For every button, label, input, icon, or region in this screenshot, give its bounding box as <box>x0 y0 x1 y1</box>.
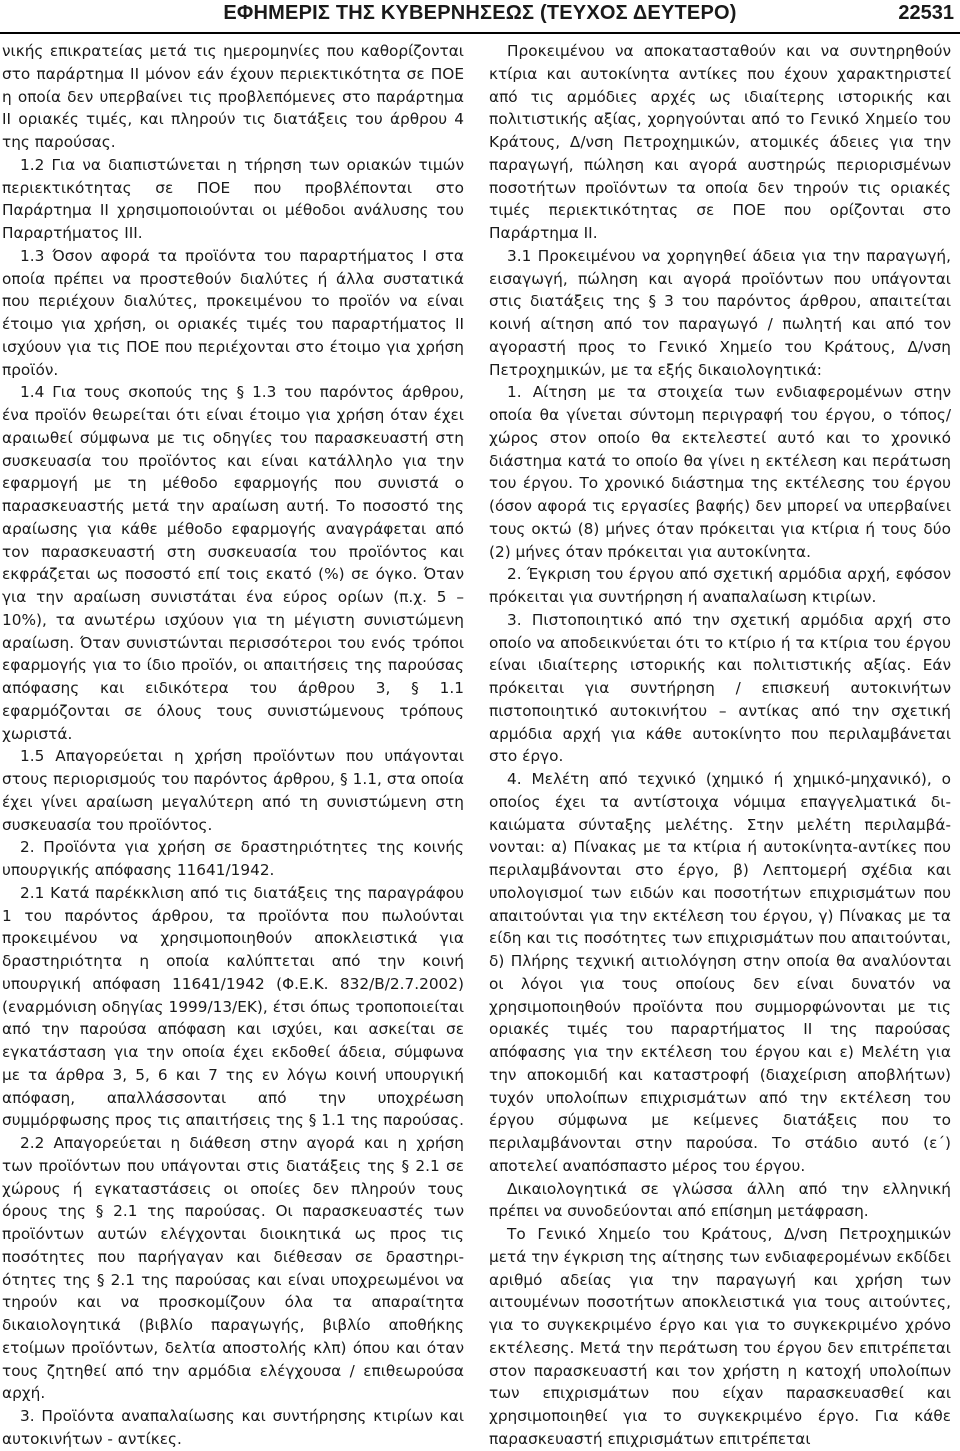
paragraph: Προκειμένου να αποκατασταθούν και να συντηρηθούν κτίρια και αυτοκίνητα αντίκες που έχουν χαρακτηριστεί από τις αρμόδιες αρχές ως ιδιαίτερης ιστορικής και πολιτιστικής αξίας, χορηγούνται από το Γενικό Χημείο του Κράτους, Δ/νση Πετροχημικών, ατομικές άδειες για την παραγωγή, πώληση και αγορά αυστηρώς περιορισμένων ποσοτήτων προϊόντων τα οποία δεν τηρούν τις οριακές τιμές περιεκτικότητας σε ΠΟΕ που ορίζονται στο Παράρτημα ΙΙ. <box>489 42 951 242</box>
paragraph: Δικαιολογητικά σε γλώσσα άλλη από την ελληνική πρέπει να συνοδεύονται από επίσημη μετάφραση. <box>489 1179 951 1221</box>
paragraph: 1. Αίτηση με τα στοιχεία των ενδιαφερομένων στην οποία θα γίνεται σύντομη περιγραφή του έργου, ο τόπος/χώρος στον οποίο θα εκτελεστεί αυτό και το χρονικό διάστημα κατά το οποίο θα γίνει η εκτέλεση και περάτωση του έργου. Το χρονικό διάστημα της εκτέλεσης του έργου (όσον αφορά τις εργασίες βαφής) δεν μπορεί να υπερβαίνει τους οκτώ (8) μήνες όταν πρόκειται για κτίρια ή τους δύο (2) μήνες όταν πρόκειται για αυτοκίνητα. <box>489 383 951 561</box>
paragraph: 3.1 Προκειμένου να χορηγηθεί άδεια για την παραγωγή, εισαγωγή, πώληση και αγορά προϊόντων που υπάγονται στις διατάξεις της § 3 του παρόντος άρθρου, απαιτείται κοινή αίτηση από τον παραγωγό / πωλητή και από τον αγοραστή προς το Γενικό Χημείο του Κράτους, Δ/νση Πετροχημικών, με τα εξής δικαιολογητικά: <box>489 246 951 379</box>
paragraph: 2. Προϊόντα για χρήση σε δραστηριότητες της κοινής υπουργικής απόφασης 11641/1942. <box>2 838 464 879</box>
paragraph: 1.4 Για τους σκοπούς της § 1.3 του παρόντος άρθρου, ένα προϊόν θεωρείται ότι είναι έτοιμο για χρήση όταν έχει αραιωθεί σύμφωνα με τις οδηγίες του παρασκευαστή στη συσκευασία του προϊόντος και είναι κατάλληλο για την εφαρμογή με τη μέθοδο εφαρμογής που συνιστά ο παρασκευαστής μετά την αραίωση αυτή. Το ποσοστό της αραίωσης για κάθε μέθοδο εφαρμογής αναγράφεται από τον παρασκευαστή στη συσκευασία του προϊόντος και εκφράζεται ως ποσοστό επί τοις εκατό (%) σε όγκο. Όταν για την αραίωση συνιστάται ένα εύρος ορίων (π.χ. 5 – 10%), τα ανωτέρω ισχύουν για τη μέγιστη συνιστώμενη αραίωση. Όταν συνιστώνται περισσότεροι του ενός τρόποι εφαρμογής για το ίδιο προϊόν, οι απαιτήσεις της παρούσας απόφασης και ειδικότερα του άρθρου 3, § 1.1 εφαρμόζονται σε όλους τους συνιστώμενους τρόπους χωριστά. <box>2 383 464 743</box>
paragraph: 1.5 Απαγορεύεται η χρήση προϊόντων που υπάγονται στους περιορισμούς του παρόντος άρθρου, § 1.1, στα οποία έχει γίνει αραίωση μεγαλύτερη από τη συνιστώμενη στη συσκευασία του προϊόντος. <box>2 747 464 834</box>
paragraph: 4. Μελέτη από τεχνικό (χημικό ή χημικό-μηχανικό), ο οποίος έχει τα αντίστοιχα νόμιμα επαγγελματικά δικαιώματα σύνταξης μελέτης. Στην μελέτη περιλαμβάνονται: α) Πίνακας με τα κτίρια ή αυτοκίνητα-αντίκες που περιλαμβάνονται στο έργο, β) Λεπτομερή σχέδια και υπολογισμοί των ειδών και ποσοτήτων επιχρισμάτων που απαιτούνται για την εκτέλεση του έργου, γ) Πίνακας με τα είδη και τις ποσότητες των επιχρισμάτων που απαιτούνται, δ) Πλήρης τεχνική αιτιολόγηση στην οποία θα αναλύονται οι λόγοι για τους οποίους δεν είναι δυνατόν να χρησιμοποιηθούν προϊόντα που συμμορφώνονται με τις οριακές τιμές του παραρτήματος ΙΙ της παρούσας απόφασης για την εκτέλεση του έργου και ε) Μελέτη για την αποκομιδή και καταστροφή (διαχείριση αποβλήτων) τυχόν υπολοίπων επιχρισμάτων από την εκτέλεση του έργου σύμφωνα με κείμενες διατάξεις που το περιλαμβάνονται στην παρούσα. Το στάδιο αυτό (ε΄) αποτελεί αναπόσπαστο μέρος του έργου. <box>489 770 951 1175</box>
paragraph: 1.3 Όσον αφορά τα προϊόντα του παραρτήματος Ι στα οποία πρέπει να προστεθούν διαλύτες ή άλλα συστατικά που περιέχουν διαλύτες, προκειμένου το προϊόν να είναι έτοιμο για χρήση, οι οριακές τιμές του παραρτήματος ΙΙ ισχύουν για τις ΠΟΕ που περιέχονται στο έτοιμο για χρήση προϊόν. <box>2 246 464 379</box>
header-rule <box>0 32 960 34</box>
paragraph: 3. Πιστοποιητικό από την σχετική αρμόδια αρχή στο οποίο να αποδεικνύεται ότι το κτίριο ή τα κτίρια του έργου είναι ιδιαίτερης ιστορικής και πολιτιστικής αξίας. Εάν πρόκειται για συντήρηση / επισκευή αυτοκινήτων πιστοποιητικό αυτοκινήτου – αντίκας από την σχετική αρμόδια αρχή για κάθε αυτοκίνητο που περιλαμβάνεται στο έργο. <box>489 610 951 766</box>
paragraph: νικής επικρατείας μετά τις ημερομηνίες που καθορίζονται στο παράρτημα ΙΙ μόνον εάν έχουν περιεκτικότητα σε ΠΟΕ η οποία δεν υπερβαίνει τις προβλεπόμενες στο παράρτημα ΙΙ οριακές τιμές, και πληρούν τις διατάξεις του άρθρου 4 της παρούσας. <box>2 42 464 151</box>
right-column <box>489 40 951 1451</box>
paragraph: 2. Έγκριση του έργου από σχετική αρμόδια αρχή, εφόσον πρόκειται για συντήρηση ή αναπαλαίωση κτιρίων. <box>489 565 951 606</box>
paragraph: 1.2 Για να διαπιστώνεται η τήρηση των οριακών τιμών περιεκτικότητας σε ΠΟΕ που προβλέπονται στο Παράρτημα ΙΙ χρησιμοποιούνται οι μέθοδοι ανάλυσης του Παραρτήματος ΙΙΙ. <box>2 155 464 242</box>
journal-title: ΕΦΗΜΕΡΙΣ ΤΗΣ ΚΥΒΕΡΝΗΣΕΩΣ (ΤΕΥΧΟΣ ΔΕΥΤΕΡΟ) <box>223 2 737 24</box>
paragraph: Το Γενικό Χημείο του Κράτους, Δ/νση Πετροχημικών μετά την έγκριση της αίτησης των ενδιαφερομένων εκδίδει αριθμό αδείας για την παραγωγή και χρήση των αιτουμένων ποσοτήτων αποκλειστικά για τους αιτούντες, για το συγκεκριμένο έργο και για το συγκεκριμένο χρόνο εκτέλεσης. Μετά την περάτωση του έργου δεν επιτρέπεται στον παρασκευαστή και τον χρήστη η κατοχή υπολοίπων των επιχρισμάτων που είχαν παρασκευασθεί και χρησιμοποιηθεί για το συγκεκριμένο έργο. Για κάθε παρασκευαστή επιχρισμάτων επιτρέπεται <box>489 1225 951 1448</box>
left-column <box>2 40 464 1451</box>
paragraph: 3. Προϊόντα αναπαλαίωσης και συντήρησης κτιρίων και αυτοκινήτων - αντίκες. <box>2 1407 464 1448</box>
page-number: 22531 <box>898 2 954 24</box>
page-header <box>0 0 960 36</box>
paragraph: 2.2 Απαγορεύεται η διάθεση στην αγορά και η χρήση των προϊόντων που υπάγονται στις διατάξεις της § 2.1 σε χώρους ή εγκαταστάσεις οι οποίες δεν πληρούν τους όρους της § 2.1 της παρούσας. Οι παρασκευαστές των προϊόντων αυτών ελέγχονται διοικητικά ως προς τις ποσότητες που παρήγαγαν και διέθεσαν σε δραστηριότητες της § 2.1 της παρούσας και είναι υποχρεωμένοι να τηρούν και να προσκομίζουν όλα τα απαραίτητα δικαιολογητικά (βιβλίο παραγωγής, βιβλίο αποθήκης ετοίμων προϊόντων, δελτία αποστολής κλπ) όπου και όταν τους ζητηθεί από την αρμόδια ελέγχουσα / επιθεωρούσα αρχή. <box>2 1134 464 1403</box>
paragraph: 2.1 Κατά παρέκκλιση από τις διατάξεις της παραγράφου 1 του παρόντος άρθρου, τα προϊόντα που πωλούνται προκειμένου να χρησιμοποιηθούν αποκλειστικά για δραστηριότητα η οποία καλύπτεται από την κοινή υπουργική απόφαση 11641/1942 (Φ.Ε.Κ. 832/Β/2.7.2002) (εναρμόνιση οδηγίας 1999/13/ΕΚ), έτσι όπως τροποποιείται από την παρούσα απόφαση και ισχύει, και ασκείται σε εγκατάσταση για την οποία έχει εκδοθεί άδεια, σύμφωνα με τα άρθρα 3, 5, 6 και 7 της εν λόγω κοινή υπουργική απόφαση, απαλλάσσονται από την υποχρέωση συμμόρφωσης προς τις απαιτήσεις της § 1.1 της παρούσας. <box>2 883 465 1130</box>
